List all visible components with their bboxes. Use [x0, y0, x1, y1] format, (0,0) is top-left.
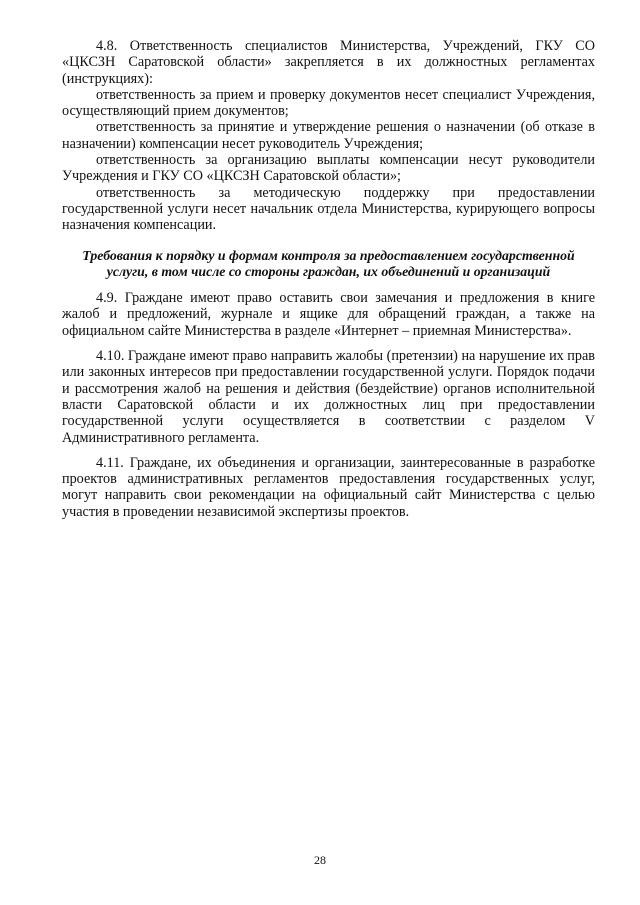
- paragraph-4-10: 4.10. Граждане имеют право направить жалобы (претензии) на нарушение их прав или законных интересов при предоставлении государственной услуги. Порядок подачи и рассмотрения жалоб на решения и действия (бездействие) органов исполнительной власти Саратовской области и их должностных лиц при предоставлении государственной услуги осуществляется в соответствии с разделом V Административного регламента.: [62, 348, 595, 446]
- paragraph-4-8: 4.8. Ответственность специалистов Министерства, Учреждений, ГКУ СО «ЦКСЗН Саратовской области» закрепляется в их должностных регламентах (инструкциях):: [62, 38, 595, 87]
- paragraph-4-9: 4.9. Граждане имеют право оставить свои замечания и предложения в книге жалоб и предложений, журнале и ящике для обращений граждан, а также на официальном сайте Министерства в разделе «Интернет – приемная Министерства».: [62, 290, 595, 339]
- document-page: [62, 38, 595, 520]
- paragraph-responsibility-methodology: ответственность за методическую поддержку при предоставлении государственной услуги несет начальник отдела Министерства, курирующего вопросы назначения компенсации.: [62, 184, 595, 234]
- page-number: 28: [314, 853, 326, 867]
- paragraph-responsibility-decision: ответственность за принятие и утверждение решения о назначении (об отказе в назначении) компенсации несет руководитель Учреждения;: [62, 119, 595, 152]
- paragraph-responsibility-payment: ответственность за организацию выплаты компенсации несут руководители Учреждения и ГКУ СО «ЦКСЗН Саратовской области»;: [62, 152, 595, 185]
- section-heading: Требования к порядку и формам контроля за предоставлением государственной услуги, в том числе со стороны граждан, их объединений и организаций: [82, 247, 575, 279]
- paragraph-4-11: 4.11. Граждане, их объединения и организации, заинтересованные в разработке проектов административных регламентов предоставления государственных услуг, могут направить свои рекомендации на официальный сайт Министерства с целью участия в проведении независимой экспертизы проектов.: [62, 454, 595, 520]
- paragraph-responsibility-acceptance: ответственность за прием и проверку документов несет специалист Учреждения, осуществляющий прием документов;: [62, 86, 595, 120]
